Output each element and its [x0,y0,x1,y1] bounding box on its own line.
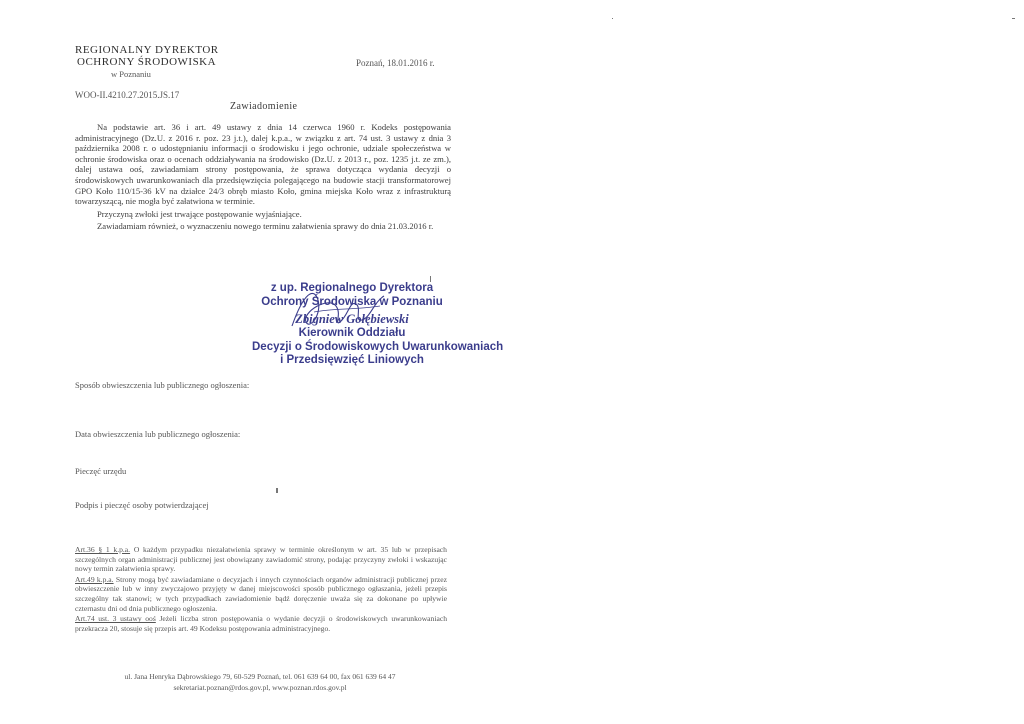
document-title: Zawiadomienie [230,101,298,112]
footnote-art36 [75,545,447,574]
scan-speck [1012,18,1015,19]
stamp-unit-line1: Decyzji o Środowiskowych Uwarunkowaniach [252,340,504,353]
handwritten-signature [284,282,394,342]
legal-footnotes [75,545,447,634]
stamp-line-1: z up. Regionalnego Dyrektora [270,282,434,294]
footnote-art36-ref: Art.36 § 1 k.p.a. [75,545,131,554]
footnote-art36-text: O każdym przypadku niezałatwienia sprawy w terminie określonym w art. 35 lub w przepisach szczególnych organ administracji publicznej jest obowiązany zawiadomić strony, podając przyczyny zwłoki i wskazując nowy termin załatwienia sprawy. [75,545,447,574]
body-paragraph-3: Zawiadamiam również, o wyznaczeniu nowego terminu załatwienia sprawy do dnia 21.03.2016 r. [97,221,434,232]
body-paragraph-1: Na podstawie art. 36 i art. 49 ustawy z dnia 14 czerwca 1960 r. Kodeks postępowania administracyjnego (Dz.U. z 2016 r. poz. 23 j.t.), dalej k.p.a., w związku z art. 74 ust. 3 ustawy z dnia 3 października 2008 r. o udostępnianiu informacji o środowisku i jego ochronie, udziale społeczeństwa w ochronie środowiska oraz o ocenach oddziaływania na środowisko (Dz.U. z 2013 r., poz. 1235 j.t. ze zm.), dalej ustawa ooś, zawiadamiam strony postępowania, że sprawa dotycząca wydania decyzji o środowiskowych uwarunkowaniach dla przedsięwzięcia polegającego na budowie stacji transformatorowej GPO Koło 110/15-36 kV na działce 24/3 obręb miasto Koło, gmina miejska Koło wraz z infrastrukturą towarzyszącą, nie mogła być załatwiona w terminie. [75,122,451,207]
authority-name-line1: REGIONALNY DYREKTOR [75,44,219,56]
office-seal-field: Pieczęć urzędu [75,466,127,476]
footnote-art49 [75,575,447,613]
body-paragraph-2: Przyczyną zwłoki jest trwające postępowanie wyjaśniające. [97,208,302,219]
authority-city: w Poznaniu [111,69,151,79]
publication-date-field: Data obwieszczenia lub publicznego ogłoszenia: [75,429,241,439]
footer-address: ul. Jana Henryka Dąbrowskiego 79, 60-529 Poznań, tel. 061 639 64 00, fax 061 639 64 47 [124,672,396,681]
stamp-unit-line2: i Przedsięwzięć Liniowych [280,354,424,366]
scan-speck [276,488,278,493]
footnote-art74-text: Jeżeli liczba stron postępowania o wydanie decyzji o środowiskowych uwarunkowaniach przekracza 20, stosuje się przepis art. 49 Kodeksu postępowania administracyjnego. [75,614,447,633]
place-date: Poznań, 18.01.2016 r. [356,58,435,68]
signature-field: Podpis i pieczęć osoby potwierdzającej [75,500,209,510]
footnote-art74-ref: Art.74 ust. 3 ustawy ooś [75,614,156,624]
footnote-art49-text: Strony mogą być zawiadamiane o decyzjach i innych czynnościach organów administracji publicznej przez obwieszczenie lub w inny zwyczajowo przyjęty w danej miejscowości sposób publicznego ogłaszania, jeżeli przepis szczególny tak stanowi; w tych przypadkach zawiadomienie bądź doręczenie uważa się za dokonane po upływie czternastu dni od dnia publicznego ogłoszenia. [75,574,447,613]
stamp-role: Kierownik Oddziału [298,327,406,339]
footnote-art74 [75,614,447,633]
document-body [75,122,451,232]
stamp-signatory-name: Zbigniew Gołębiewski [295,312,409,326]
footer-contact: sekretariat.poznan@rdos.gov.pl, www.poznan.rdos.gov.pl [173,683,347,692]
stamp-line-2: Ochrony Środowiska w Poznaniu [261,295,443,308]
footnote-art49-ref: Art.49 k.p.a. [75,574,114,584]
scan-speck [430,276,431,282]
publication-method-field: Sposób obwieszczenia lub publicznego ogłoszenia: [75,380,250,390]
case-reference: WOO-II.4210.27.2015.JS.17 [75,90,180,100]
scan-speck [612,18,613,19]
authority-name-line2: OCHRONY ŚRODOWISKA [77,56,217,68]
